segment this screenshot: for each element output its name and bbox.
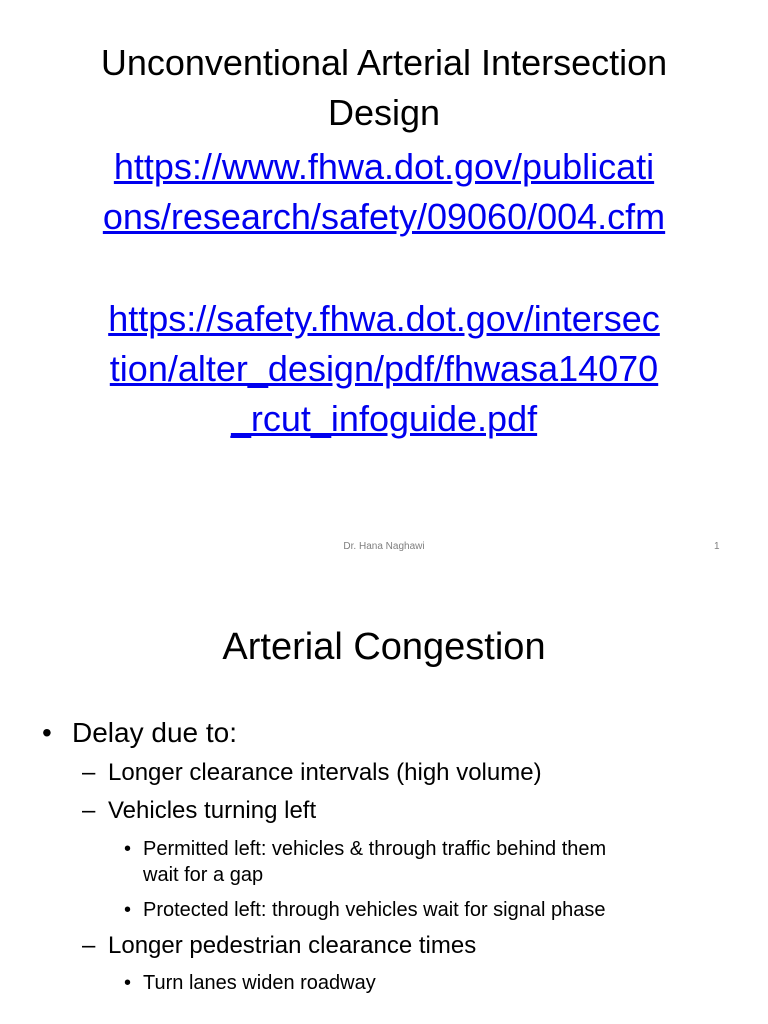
- dash-icon: –: [82, 797, 96, 824]
- sub-bullet-left-turn: [82, 796, 316, 826]
- sub-sub-bullet-protected: [124, 897, 605, 923]
- rcut-infoguide-link-line-1[interactable]: https://safety.fhwa.dot.gov/intersec: [108, 298, 660, 339]
- bullet-text: Longer pedestrian clearance times: [108, 932, 477, 959]
- footer-author: Dr. Hana Naghawi: [343, 541, 425, 552]
- slide-2: [0, 576, 768, 1024]
- sub-sub-bullet-turn-lanes: [124, 970, 376, 996]
- slide-title-line-2: Design: [327, 92, 441, 133]
- sub-bullet-pedestrian: [82, 931, 476, 961]
- sub-sub-bullet-permitted: [124, 836, 606, 862]
- bullet-dot-icon: •: [42, 717, 52, 748]
- slide-title-line-1: Unconventional Arterial Intersection: [100, 42, 668, 83]
- sub-sub-bullet-permitted-continued: wait for a gap: [143, 864, 264, 886]
- fhwa-research-link-line-1[interactable]: https://www.fhwa.dot.gov/publicati: [113, 146, 655, 187]
- slide-title: Arterial Congestion: [222, 626, 546, 668]
- bullet-text: Longer clearance intervals (high volume): [108, 759, 542, 786]
- rcut-infoguide-link-line-3[interactable]: _rcut_infoguide.pdf: [230, 398, 538, 439]
- sub-bullet-clearance: [82, 758, 542, 788]
- bullet-text: Permitted left: vehicles & through traffic behind them: [143, 838, 607, 860]
- dash-icon: –: [82, 932, 96, 959]
- page-number: 1: [714, 541, 720, 552]
- dash-icon: –: [82, 759, 96, 786]
- bullet-delay: [42, 716, 237, 750]
- small-bullet-dot-icon: •: [124, 972, 132, 994]
- bullet-text: Vehicles turning left: [108, 797, 317, 824]
- small-bullet-dot-icon: •: [124, 899, 132, 921]
- rcut-infoguide-link-line-2[interactable]: tion/alter_design/pdf/fhwasa14070: [109, 348, 659, 389]
- bullet-text: Protected left: through vehicles wait for signal phase: [143, 899, 606, 921]
- fhwa-research-link-line-2[interactable]: ons/research/safety/09060/004.cfm: [102, 196, 666, 237]
- small-bullet-dot-icon: •: [124, 838, 132, 860]
- bullet-text: Delay due to:: [72, 717, 237, 748]
- bullet-text: Turn lanes widen roadway: [143, 972, 376, 994]
